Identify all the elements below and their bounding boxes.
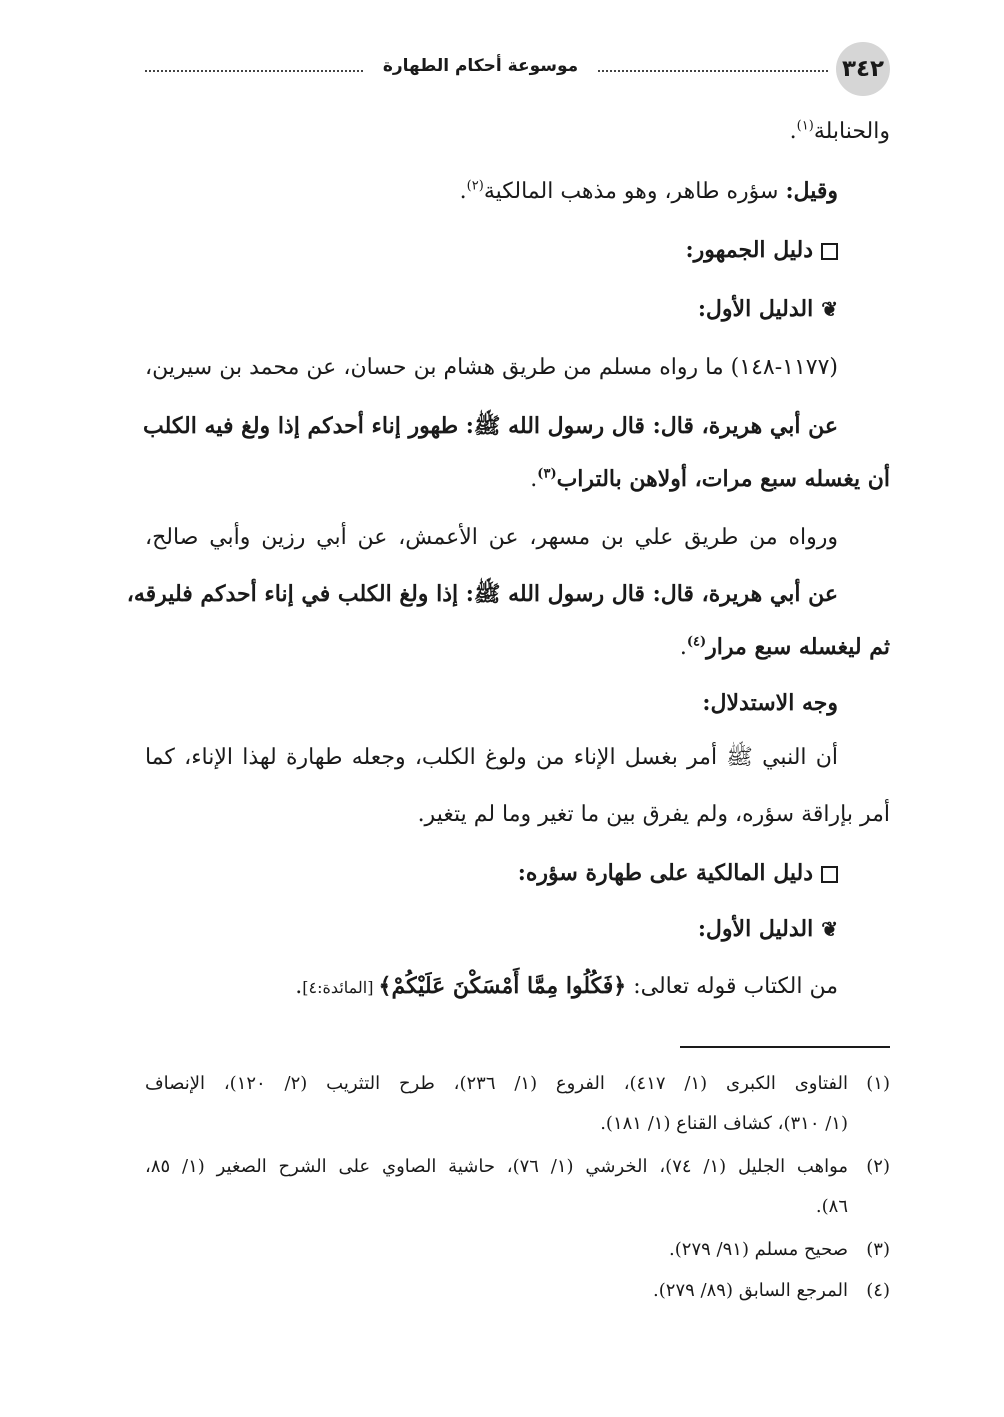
paragraph-line [145,971,838,1003]
paragraph-line: ورواه من طريق علي بن مسهر، عن الأعمش، عن أبي رزين وأبي صالح، [145,525,838,550]
running-title: موسوعة أحكام الطهارة [382,56,579,76]
paragraph-line [145,176,838,207]
header-dotted-rule-right [598,70,828,72]
footnote-text: مواهب الجليل (١/ ٧٤)، الخرشي (١/ ٧٦)، حاشية الصاوي على الشرح الصغير (١/ ٨٥، [145,1156,849,1177]
subsection-heading [145,294,838,324]
page-number-badge: ٣٤٢ [836,42,890,96]
line-text: من الكتاب قوله تعالى: [626,974,838,999]
footnote-text: (١/ ٣١٠)، كشاف القناع (١/ ١٨١). [600,1113,848,1134]
paragraph-line: أمر بإراقة سؤره، ولم يفرق بين ما تغير وما لم يتغير. [417,802,890,827]
hadith-line: عن أبي هريرة، قال: قال رسول الله ﷺ: إذا ولغ الكلب في إناء أحدكم فليرقه، [126,581,838,607]
line-end: . [459,179,467,204]
line-end: . [789,119,797,144]
hadith-line [145,632,890,663]
footnote-number: (٢) [866,1156,890,1177]
square-bullet-icon [821,243,838,260]
line-end: . [679,635,687,660]
paragraph-line: أن النبي ﷺ أمر بغسل الإناء من ولوغ الكلب، وجعله طهارة لهذا الإناء، كما [145,745,838,770]
footnote-ref[interactable]: (٤) [686,634,707,650]
line-text: والحنابلة [813,119,890,144]
line-text: أن يغسله سبع مرات، أولاهن بالتراب [556,466,890,492]
heading-text: الدليل الأول: [697,296,814,322]
page-header [145,42,890,98]
footnote-ref[interactable]: (١) [796,118,814,134]
quran-verse: ﴿فَكُلُوا مِمَّا أَمْسَكْنَ عَلَيْكُمْ﴾ [378,973,627,999]
line-text: سؤره طاهر، وهو مذهب المالكية [483,179,786,204]
footnote-number: (٣) [866,1239,890,1260]
inline-label: وقيل: [785,178,838,204]
quran-reference: [المائدة:٤] [302,978,379,997]
footnote-text: صحيح مسلم (٩١/ ٢٧٩). [669,1239,848,1260]
square-bullet-icon [821,866,838,883]
section-heading [145,235,838,265]
section-heading: وجه الاستدلال: [702,690,838,716]
heading-text: دليل الجمهور: [685,237,813,263]
hadith-line [145,464,890,495]
footnote-ref[interactable]: (٣) [537,466,557,482]
paragraph-line: (١١٧٧-١٤٨) ما رواه مسلم من طريق هشام بن حسان، عن محمد بن سيرين، [145,355,838,380]
footnote-text: المرجع السابق (٨٩/ ٢٧٩). [653,1280,848,1301]
section-heading [145,858,838,888]
paragraph-line [145,117,890,147]
line-text: ثم ليغسله سبع مرار [706,634,890,660]
heading-text: الدليل الأول: [697,916,814,942]
leaf-ornament-icon: ❦ [821,917,838,941]
footnote-text: ٨٦). [815,1196,848,1217]
line-end: . [530,467,538,492]
subsection-heading [145,914,838,944]
book-page [126,0,890,1417]
footnote-text: الفتاوى الكبرى (١/ ٤١٧)، الفروع (١/ ٢٣٦)، طرح التثريب (٢/ ١٢٠)، الإنصاف [145,1073,848,1094]
footnote-ref[interactable]: (٢) [466,178,484,194]
footnote-separator [680,1046,890,1048]
line-end: . [295,974,303,999]
leaf-ornament-icon: ❦ [821,297,838,321]
heading-text: دليل المالكية على طهارة سؤره: [517,860,813,886]
hadith-line: عن أبي هريرة، قال: قال رسول الله ﷺ: طهور إناء أحدكم إذا ولغ فيه الكلب [143,413,838,439]
footnote-number: (٤) [866,1280,890,1301]
footnote-number: (١) [866,1073,890,1094]
header-dotted-rule-left [145,70,363,72]
